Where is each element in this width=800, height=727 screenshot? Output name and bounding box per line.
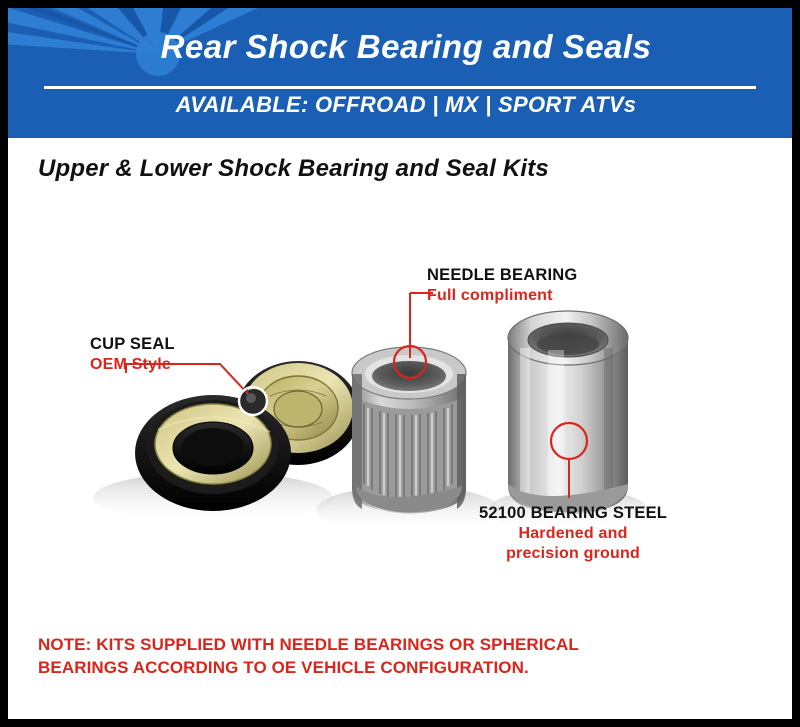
needle-bearing-part — [352, 347, 466, 514]
callout-bearing-steel — [455, 504, 691, 563]
callout-needle-bearing-title: NEEDLE BEARING — [427, 266, 578, 284]
callout-bearing-steel-subtitle-line1: Hardened and — [518, 525, 628, 542]
callout-needle-bearing — [427, 266, 577, 305]
page-subheading: Upper & Lower Shock Bearing and Seal Kits — [38, 155, 549, 182]
cup-seal-part-front — [135, 395, 291, 511]
note-line-2: BEARINGS ACCORDING TO OE VEHICLE CONFIGURATION. — [38, 657, 529, 677]
note-text — [38, 634, 738, 680]
header-subtitle: AVAILABLE: OFFROAD | MX | SPORT ATVs — [175, 92, 637, 117]
header-title: Rear Shock Bearing and Seals — [160, 28, 652, 65]
header-title-wrap — [56, 28, 756, 66]
callout-cup-seal-title: CUP SEAL — [90, 335, 175, 353]
header-divider — [44, 86, 756, 89]
header-banner — [8, 8, 792, 132]
note-line-1: NOTE: KITS SUPPLIED WITH NEEDLE BEARINGS OR SPHERICAL — [38, 635, 579, 654]
callout-bearing-steel-subtitle-line2: precision ground — [506, 545, 640, 562]
callout-needle-bearing-subtitle: Full compliment — [427, 287, 553, 304]
callout-cup-seal — [90, 335, 175, 374]
callout-cup-seal-subtitle: OEM Style — [90, 356, 171, 373]
product-info-card — [8, 8, 792, 719]
header-bottom-rule — [8, 132, 792, 138]
callout-bearing-steel-title: 52100 BEARING STEEL — [478, 504, 668, 522]
